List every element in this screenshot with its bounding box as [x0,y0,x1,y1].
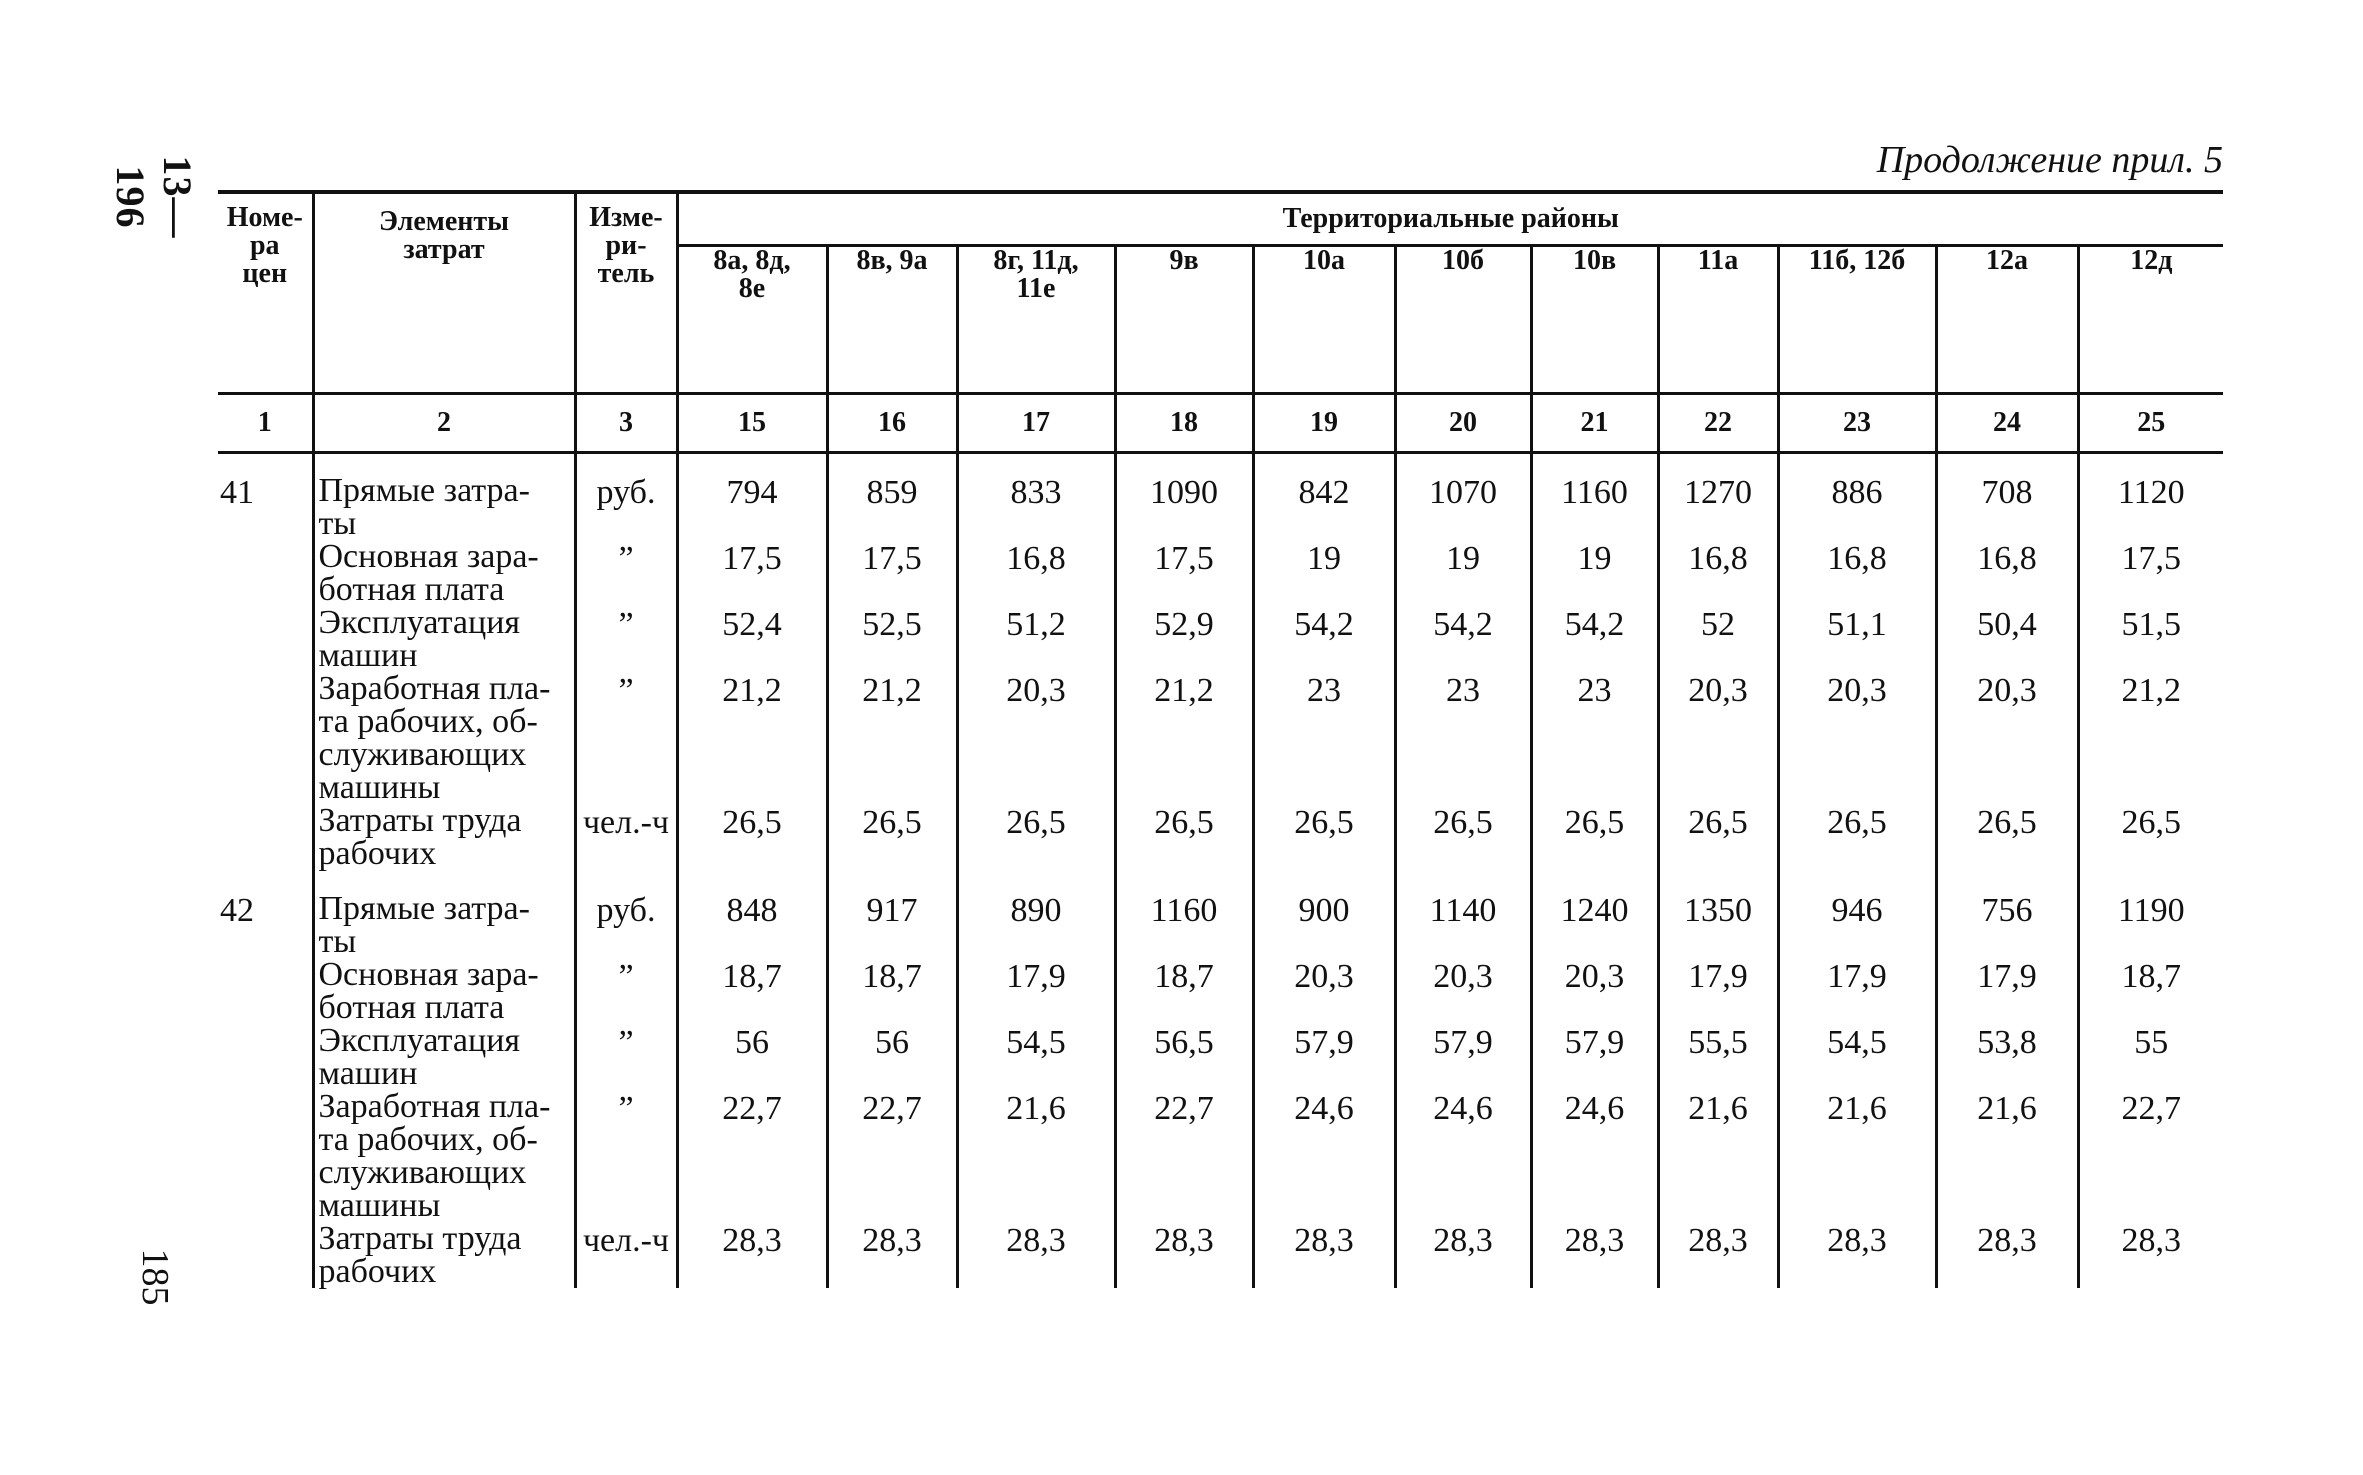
header-district: 11а [1658,246,1778,394]
value-cell: 54,2 [1253,606,1395,672]
header-number: Номе- ра цен [218,192,313,394]
value-cell: 19 [1253,540,1395,606]
value-cell: 1240 [1531,870,1658,958]
header-district: 12д [2130,245,2173,276]
value-cell: 26,5 [1778,804,1936,870]
value-cell: 886 [1778,453,1936,541]
value-cell: 17,9 [1778,958,1936,1024]
value-cell: 28,3 [1658,1222,1778,1288]
value-cell: 54,2 [1395,606,1531,672]
header-district: 8а, 8д, 8е [677,246,827,394]
header-district: 8в, 9а [827,246,957,394]
value-cell: 20,3 [1936,672,2078,804]
value-cell: 56 [827,1024,957,1090]
column-number: 23 [1778,394,1936,453]
value-cell: 22,7 [2121,1090,2182,1127]
value-cell: 28,3 [827,1222,957,1288]
value-cell: 54,5 [1778,1024,1936,1090]
header-unit: Изме- ри- тель [575,192,677,394]
header-district: 9в [1115,246,1253,394]
page-number: 185 [134,1248,176,1306]
value-cell: 28,3 [677,1222,827,1288]
value-cell: 1350 [1658,870,1778,958]
value-cell: 54,2 [1531,606,1658,672]
cost-element-name: Затраты труда рабочих [313,1222,575,1288]
column-number: 24 [1936,394,2078,453]
cost-element-name: Прямые затра- ты [313,870,575,958]
table-row [218,958,2223,1024]
cost-element-name: Прямые затра- ты [313,453,575,541]
value-cell: 21,2 [827,672,957,804]
value-cell: 18,7 [2121,958,2182,995]
header-district: 10б [1395,246,1531,394]
value-cell: 946 [1778,870,1936,958]
table-row [218,1222,2223,1288]
value-cell: 26,5 [957,804,1115,870]
value-cell: 57,9 [1531,1024,1658,1090]
value-cell: 26,5 [1658,804,1778,870]
column-number: 25 [2078,394,2223,453]
value-cell: 26,5 [1395,804,1531,870]
value-cell: 26,5 [1531,804,1658,870]
value-cell: 23 [1253,672,1395,804]
value-cell: 17,9 [1658,958,1778,1024]
column-number: 17 [957,394,1115,453]
table-row [218,453,2223,541]
column-number: 19 [1253,394,1395,453]
header-district: 11б, 12б [1778,246,1936,394]
header-district: 12а [1936,246,2078,394]
value-cell: 22,7 [827,1090,957,1222]
table-row [218,672,2223,804]
table-row [218,870,2223,958]
value-cell: 28,3 [1936,1222,2078,1288]
table-row [218,1024,2223,1090]
value-cell: 848 [677,870,827,958]
value-cell: 20,3 [1253,958,1395,1024]
price-number [218,1222,313,1288]
value-cell: 1120 [2117,474,2185,511]
value-cell: 28,3 [1778,1222,1936,1288]
value-cell: 55 [2134,1024,2169,1061]
value-cell: 57,9 [1253,1024,1395,1090]
value-cell: 28,3 [1253,1222,1395,1288]
value-cell: 20,3 [1395,958,1531,1024]
value-cell: 26,5 [2121,804,2182,841]
cost-element-name: Основная зара- ботная плата [313,958,575,1024]
price-number [218,1024,313,1090]
value-cell: 21,6 [1658,1090,1778,1222]
table-row [218,606,2223,672]
value-cell: 28,3 [1395,1222,1531,1288]
header-district: 8г, 11д, 11е [957,246,1115,394]
unit-cell: ” [575,540,677,606]
value-cell: 16,8 [1936,540,2078,606]
header-districts-group: Территориальные районы [677,192,2223,246]
value-cell: 18,7 [677,958,827,1024]
value-cell: 18,7 [827,958,957,1024]
value-cell: 1270 [1658,453,1778,541]
value-cell: 19 [1395,540,1531,606]
value-cell: 16,8 [957,540,1115,606]
table-row [218,804,2223,870]
value-cell: 17,5 [1115,540,1253,606]
value-cell: 708 [1936,453,2078,541]
value-cell: 859 [827,453,957,541]
column-number: 16 [827,394,957,453]
unit-cell: ” [575,672,677,804]
value-cell: 26,5 [1115,804,1253,870]
column-number: 1 [218,394,313,453]
value-cell: 1160 [1115,870,1253,958]
value-cell: 51,5 [2121,606,2182,643]
price-number [218,672,313,804]
table-row [218,1090,2223,1222]
price-number: 42 [220,892,254,929]
value-cell: 28,3 [957,1222,1115,1288]
value-cell: 24,6 [1253,1090,1395,1222]
unit-cell: ” [575,1024,677,1090]
header-district: 10в [1531,246,1658,394]
value-cell: 1070 [1395,453,1531,541]
value-cell: 52,5 [827,606,957,672]
value-cell: 19 [1531,540,1658,606]
value-cell: 22,7 [677,1090,827,1222]
value-cell: 20,3 [1531,958,1658,1024]
value-cell: 50,4 [1936,606,2078,672]
value-cell: 1160 [1531,453,1658,541]
value-cell: 54,5 [957,1024,1115,1090]
column-number: 2 [313,394,575,453]
value-cell: 756 [1936,870,2078,958]
value-cell: 17,9 [1936,958,2078,1024]
continuation-label: Продолжение прил. 5 [1876,139,2223,181]
value-cell: 24,6 [1395,1090,1531,1222]
unit-cell: ” [575,958,677,1024]
value-cell: 1090 [1115,453,1253,541]
value-cell: 26,5 [1253,804,1395,870]
value-cell: 18,7 [1115,958,1253,1024]
price-number [218,804,313,870]
value-cell: 51,2 [957,606,1115,672]
value-cell: 51,1 [1778,606,1936,672]
value-cell: 26,5 [827,804,957,870]
value-cell: 23 [1531,672,1658,804]
unit-cell: руб. [575,870,677,958]
column-number: 18 [1115,394,1253,453]
value-cell: 842 [1253,453,1395,541]
value-cell: 917 [827,870,957,958]
value-cell: 56 [677,1024,827,1090]
value-cell: 20,3 [957,672,1115,804]
value-cell: 28,3 [2121,1222,2182,1259]
value-cell: 20,3 [1778,672,1936,804]
value-cell: 24,6 [1531,1090,1658,1222]
value-cell: 52,9 [1115,606,1253,672]
value-cell: 21,2 [1115,672,1253,804]
header-elements: Элементы затрат [313,192,575,394]
value-cell: 21,6 [957,1090,1115,1222]
unit-cell: ” [575,606,677,672]
value-cell: 21,6 [1936,1090,2078,1222]
value-cell: 17,5 [2121,540,2182,577]
unit-cell: чел.-ч [575,804,677,870]
value-cell: 28,3 [1115,1222,1253,1288]
value-cell: 16,8 [1778,540,1936,606]
header-district: 10а [1253,246,1395,394]
table-row [218,540,2223,606]
column-number: 20 [1395,394,1531,453]
cost-element-name: Заработная пла- та рабочих, об- служивающих машины [313,672,575,804]
value-cell: 28,3 [1531,1222,1658,1288]
value-cell: 56,5 [1115,1024,1253,1090]
value-cell: 20,3 [1658,672,1778,804]
value-cell: 17,5 [677,540,827,606]
unit-cell: чел.-ч [575,1222,677,1288]
value-cell: 21,2 [2121,672,2182,709]
value-cell: 16,8 [1658,540,1778,606]
column-number: 3 [575,394,677,453]
price-number: 41 [220,474,254,511]
value-cell: 17,9 [957,958,1115,1024]
value-cell: 52 [1658,606,1778,672]
cost-element-name: Основная зара- ботная плата [313,540,575,606]
cost-table [218,190,2223,1288]
value-cell: 17,5 [827,540,957,606]
column-number: 22 [1658,394,1778,453]
value-cell: 21,6 [1778,1090,1936,1222]
value-cell: 21,2 [677,672,827,804]
column-number: 15 [677,394,827,453]
column-number: 21 [1531,394,1658,453]
value-cell: 26,5 [1936,804,2078,870]
value-cell: 833 [957,453,1115,541]
price-number [218,1090,313,1222]
unit-cell: ” [575,1090,677,1222]
value-cell: 57,9 [1395,1024,1531,1090]
cost-element-name: Затраты труда рабочих [313,804,575,870]
unit-cell: руб. [575,453,677,541]
value-cell: 1140 [1395,870,1531,958]
value-cell: 53,8 [1936,1024,2078,1090]
value-cell: 55,5 [1658,1024,1778,1090]
price-number [218,606,313,672]
value-cell: 890 [957,870,1115,958]
value-cell: 900 [1253,870,1395,958]
value-cell: 26,5 [677,804,827,870]
price-number [218,540,313,606]
cost-element-name: Заработная пла- та рабочих, об- служивающих машины [313,1090,575,1222]
cost-element-name: Эксплуатация машин [313,606,575,672]
value-cell: 22,7 [1115,1090,1253,1222]
document-code: 13—196 [108,155,200,239]
value-cell: 52,4 [677,606,827,672]
cost-element-name: Эксплуатация машин [313,1024,575,1090]
value-cell: 23 [1395,672,1531,804]
price-number [218,958,313,1024]
value-cell: 1190 [2117,892,2185,929]
value-cell: 794 [677,453,827,541]
